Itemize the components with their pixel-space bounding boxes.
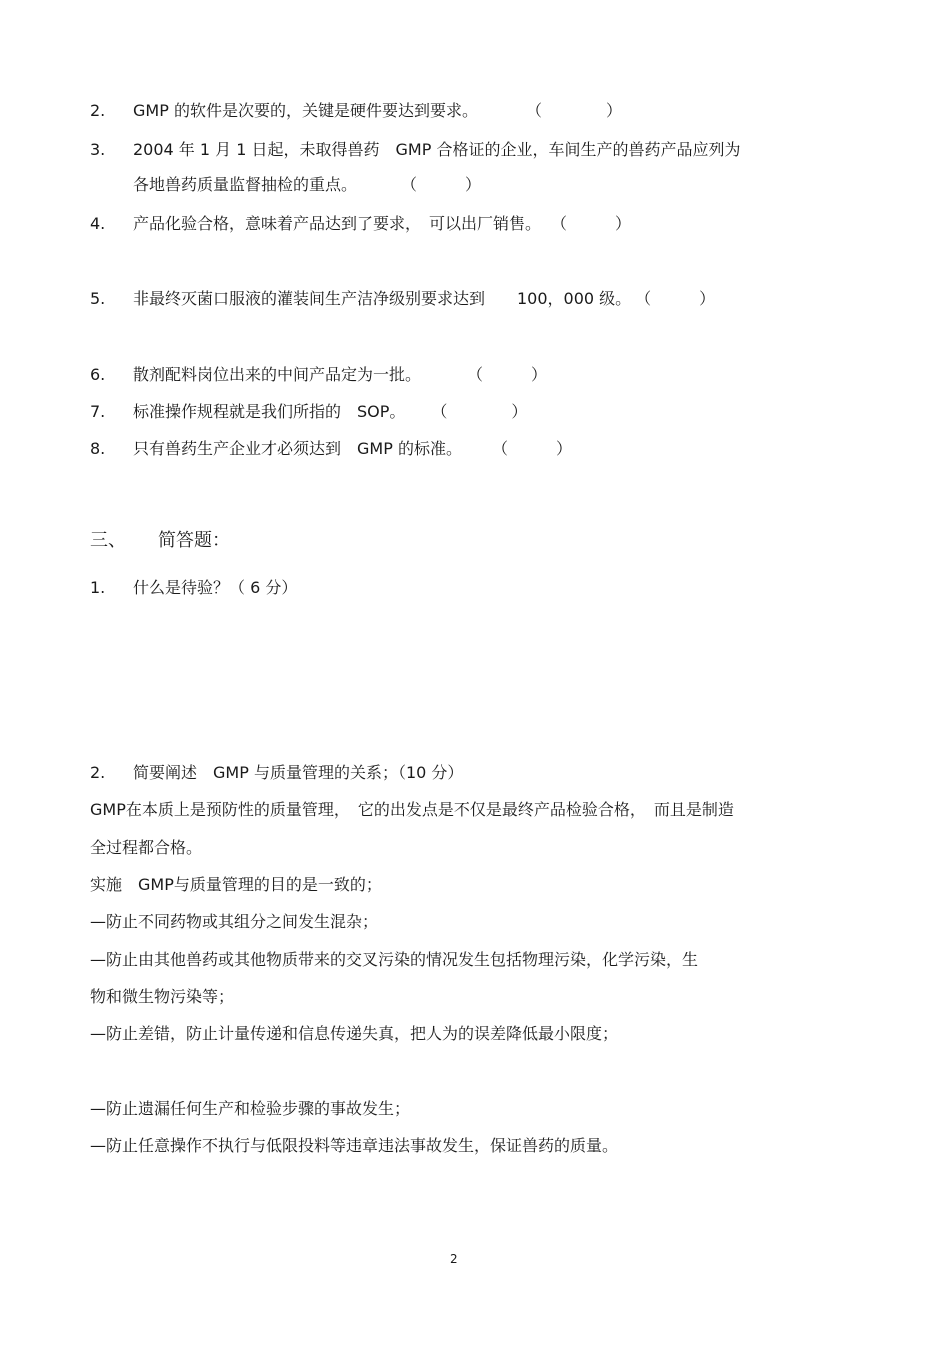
answer-paragraph-1-line-2: 全过程都合格。	[90, 838, 203, 857]
item-3-answer-bracket[interactable]: （ ）	[401, 175, 482, 194]
item-8-answer-bracket[interactable]: （ ）	[491, 439, 572, 458]
item-3-line1: 2004 年 1 月 1 日起，未取得兽药 GMP 合格证的企业，车间生产的兽药产品应列为	[133, 140, 741, 159]
item-8-text	[133, 439, 572, 459]
item-7-answer-bracket[interactable]: （ ）	[431, 402, 528, 421]
answer-paragraph-1-line-1: GMP在本质上是预防性的质量管理， 它的出发点是不仅是最终产品检验合格， 而且是制造	[90, 800, 734, 819]
question-1-text: 什么是待验？（ 6 分）	[133, 578, 298, 597]
item-7-text	[133, 402, 527, 422]
item-2-text	[133, 101, 622, 121]
question-2-number: 2.	[90, 763, 106, 782]
item-2-statement: GMP 的软件是次要的，关键是硬件要达到要求。	[133, 101, 478, 120]
answer-bullet-2-line-1: —防止由其他兽药或其他物质带来的交叉污染的情况发生包括物理污染，化学污染，生	[90, 950, 699, 969]
item-7-number: 7.	[90, 402, 106, 421]
item-3-statement-cont: 各地兽药质量监督抽检的重点。	[133, 175, 358, 194]
item-5-number: 5.	[90, 289, 106, 308]
item-2-number: 2.	[90, 101, 106, 120]
item-2-answer-bracket[interactable]: （ ）	[525, 101, 622, 120]
item-4-answer-bracket[interactable]: （ ）	[551, 214, 632, 233]
item-8-number: 8.	[90, 439, 106, 458]
item-3-line2	[133, 175, 481, 195]
item-6-number: 6.	[90, 365, 106, 384]
answer-bullet-4: —防止遗漏任何生产和检验步骤的事故发生；	[90, 1099, 411, 1118]
item-7-statement: 标准操作规程就是我们所指的 SOP。	[133, 402, 406, 421]
section-3-number: 三、	[90, 530, 126, 551]
item-8-statement: 只有兽药生产企业才必须达到 GMP 的标准。	[133, 439, 462, 458]
item-6-answer-bracket[interactable]: （ ）	[467, 365, 548, 384]
answer-paragraph-2: 实施 GMP与质量管理的目的是一致的；	[90, 875, 382, 894]
answer-bullet-2-line-2: 物和微生物污染等；	[90, 987, 235, 1006]
item-5-text	[133, 289, 715, 309]
item-5-statement: 非最终灭菌口服液的灌装间生产洁净级别要求达到 100，000 级。	[133, 289, 632, 308]
page-number: 2	[450, 1252, 458, 1266]
section-3-title: 简答题：	[158, 530, 230, 551]
item-6-statement: 散剂配料岗位出来的中间产品定为一批。	[133, 365, 422, 384]
item-4-statement: 产品化验合格，意味着产品达到了要求， 可以出厂销售。	[133, 214, 542, 233]
answer-bullet-5: —防止任意操作不执行与低限投料等违章违法事故发生，保证兽药的质量。	[90, 1136, 619, 1155]
item-6-text	[133, 365, 547, 385]
question-1-number: 1.	[90, 578, 106, 597]
item-4-text	[133, 214, 631, 234]
answer-bullet-1: —防止不同药物或其组分之间发生混杂；	[90, 912, 379, 931]
item-5-answer-bracket[interactable]: （ ）	[635, 289, 716, 308]
item-4-number: 4.	[90, 214, 106, 233]
item-3-number: 3.	[90, 140, 106, 159]
question-2-text: 简要阐述 GMP 与质量管理的关系；（10 分）	[133, 763, 464, 782]
answer-bullet-3: —防止差错，防止计量传递和信息传递失真，把人为的误差降低最小限度；	[90, 1024, 619, 1043]
